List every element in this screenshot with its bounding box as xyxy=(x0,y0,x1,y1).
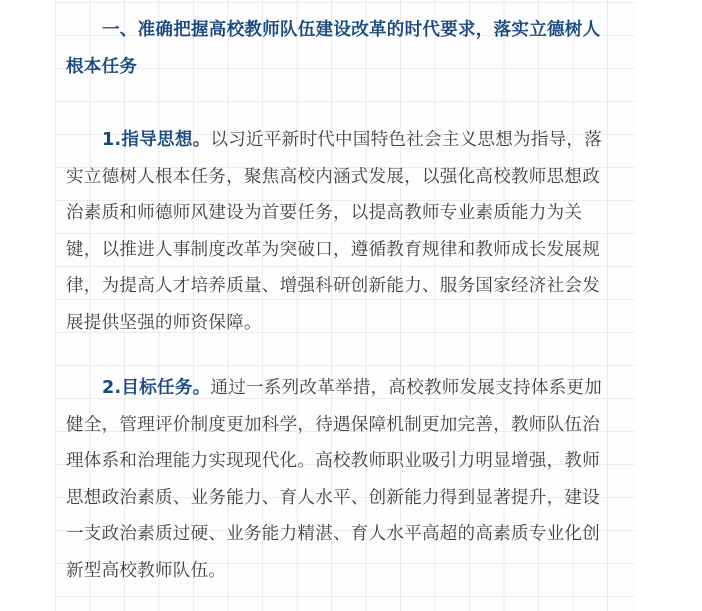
paragraph-guiding-ideology xyxy=(66,122,626,341)
paragraph-line: 理体系和治理能力实现现代化。高校教师职业吸引力明显增强，教师 xyxy=(66,451,600,471)
paragraph-line: 新型高校教师队伍。 xyxy=(66,560,227,581)
paragraph-line: 展提供坚强的师资保障。 xyxy=(66,312,262,333)
paragraph-line: 治素质和师德师风建设为首要任务，以提高教师专业素质能力为关 xyxy=(66,203,583,223)
paragraph-line: 键，以推进人事制度改革为突破口，遵循教育规律和教师成长发展规 xyxy=(66,239,600,260)
paragraph-line: 实立德树人根本任务，聚焦高校内涵式发展，以强化高校教师思想政 xyxy=(66,166,600,187)
heading-line: 一、准确把握高校教师队伍建设改革的时代要求，落实立德树人 xyxy=(102,20,601,40)
paragraph-line: 律，为提高人才培养质量、增强科研创新能力、服务国家经济社会发 xyxy=(66,276,600,296)
paragraph-line: 一支政治素质过硬、业务能力精湛、育人水平高超的高素质专业化创 xyxy=(66,524,600,544)
paragraph-line: 通过一系列改革举措，高校教师发展支持体系更加 xyxy=(210,378,603,398)
paragraph-line: 思想政治素质、业务能力、育人水平、创新能力得到显著提升，建设 xyxy=(66,487,600,508)
paragraph-line: 以习近平新时代中国特色社会主义思想为指导，落 xyxy=(210,130,603,150)
paragraph-goals-tasks xyxy=(66,370,626,589)
paragraph-lead: 1.指导思想。 xyxy=(102,130,211,150)
paragraph-lead: 2.目标任务。 xyxy=(102,378,211,398)
heading-line: 根本任务 xyxy=(66,56,138,77)
paragraph-line: 健全，管理评价制度更加科学，待遇保障机制更加完善，教师队伍治 xyxy=(66,414,600,435)
section-heading xyxy=(66,12,626,85)
